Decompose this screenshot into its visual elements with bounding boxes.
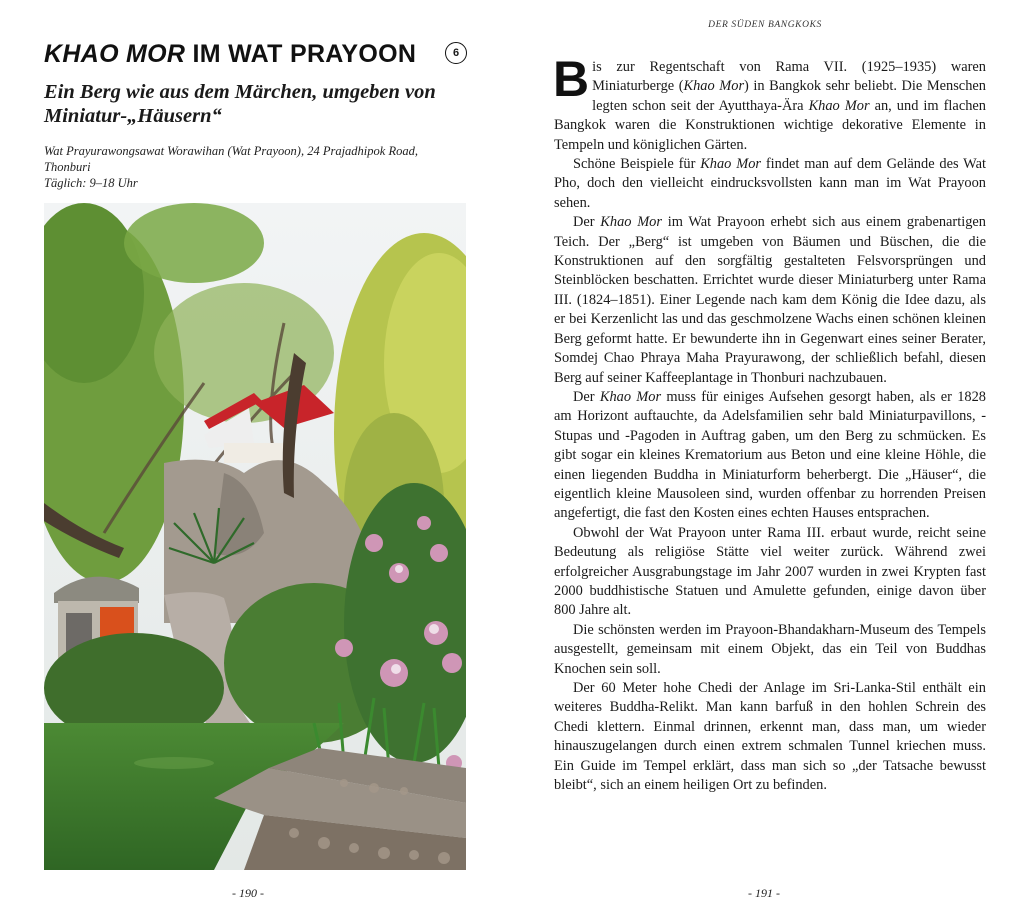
italic-term: Khao Mor <box>683 78 745 95</box>
italic-term: Khao Mor <box>600 214 662 231</box>
drop-cap: B <box>553 51 590 107</box>
text-run: Obwohl der Wat Prayoon unter Rama III. erbaut wurde, reicht seine Bedeutung als religiöse Stätte viel weiter zurück. Während zwei erfolgreicher Ausgrabungstage im Jahr 2007 wurden in zwei Krypten fast 2000 buddhistische Statuen und Amulette gefunden, einige davon über 800 Jahre alt. <box>554 524 986 619</box>
text-run: Die schönsten werden im Prayoon-Bhandakharn-Museum des Tempels ausgestellt, gemeinsam mit einem Objekt, das ein Teil von Buddhas Knochen sein soll. <box>554 621 986 677</box>
text-run: Der <box>573 214 601 231</box>
paragraph <box>554 388 986 524</box>
running-header: DER SÜDEN BANGKOKS <box>708 20 822 30</box>
photo-illustration <box>44 203 466 870</box>
text-run: Schöne Beispiele für <box>573 156 701 173</box>
paragraph <box>554 213 986 388</box>
location-number-badge: 6 <box>445 42 467 64</box>
title-row <box>44 40 469 74</box>
opening-hours: Täglich: 9–18 Uhr <box>44 176 138 190</box>
italic-term: Khao Mor <box>808 97 870 114</box>
address-line-2: Thonburi <box>44 160 91 174</box>
paragraph <box>553 51 986 155</box>
italic-term: Khao Mor <box>599 388 662 405</box>
address-line-1: Wat Prayurawongsawat Worawihan (Wat Prayoon), 24 Prajadhipok Road, <box>44 144 418 158</box>
temple-garden-photo <box>44 203 466 870</box>
location-info <box>44 143 464 191</box>
text-run: Der <box>573 388 600 405</box>
text-run: im Wat Prayoon erhebt sich aus einem grabenartigen Teich. Der „Berg“ ist umgeben von Bäumen und Büschen, die die Konstruktionen auf den sorgfältig gestalteten Felsvorsprüngen und Steinblöcken beschatten. Errichtet wurde dieser Miniaturberg unter Rama III. (1824–1851). Einer Legende nach kam dem König die Idee dazu, als er bei Kerzenlicht las und das geschmolzene Wachs einen schönen kleinen Berg geformt hatte. Er bewunderte ihn in Gegenwart eines seiner Berater, Somdej Chao Phraya Maha Prayurawong, der schließlich befahl, diesen Berg auf seiner Kaffeeplantage in Thonburi nachzubauen. <box>554 214 986 386</box>
page-title <box>44 40 469 69</box>
page-number-right: - 191 - <box>748 886 780 900</box>
paragraph <box>554 524 986 621</box>
text-run: Der 60 Meter hohe Chedi der Anlage im Sri-Lanka-Stil enthält ein weiteres Buddha-Relikt. Man kann barfuß in den hohlen Schrein des Chedi klettern. Einmal drinnen, erkennt man, dass man, um wieder hinauszugelangen durch einen extrem schmalen Tunnel kriechen muss. Ein Guide im Tempel erklärt, dass man sich so „der Tatsache bewusst bleibt“, sich an einem heiligen Ort zu befinden. <box>554 680 986 794</box>
italic-term: Khao Mor <box>700 156 761 173</box>
paragraph <box>554 155 986 213</box>
text-run: is zur Regentschaft von Rama VII. (1925–1935) waren Miniaturberge ( <box>592 59 986 95</box>
title-rest: IM WAT PRAYOON <box>185 40 417 68</box>
text-run: ) in Bangkok sehr beliebt. Die Menschen legten schon seit der Ayutthaya-Ära <box>592 78 986 114</box>
subtitle: Ein Berg wie aus dem Märchen, umgeben von Miniatur-„Häusern“ <box>44 81 436 127</box>
text-run: an, und im flachen Bangkok waren die Konstruktionen wichtige dekorative Elemente in Tempeln und königlichen Gärten. <box>554 97 986 153</box>
title-italic-part: KHAO MOR <box>44 40 186 68</box>
paragraph <box>554 679 986 795</box>
page-number-left: - 190 - <box>232 886 264 900</box>
right-page <box>510 0 1020 923</box>
text-run: findet man auf dem Gelände des Wat Pho, doch den vielleicht eindrucksvollsten kann man im Wat Prayoon sehen. <box>554 156 986 211</box>
article-body <box>553 51 986 795</box>
text-run: muss für einiges Aufsehen gesorgt haben, als er 1828 am Horizont auftauchte, da Adelsfamilien sehr bald Miniaturpavillons, -Stupas und -Pagoden in Auftrag gaben, um den Berg zu schmücken. Es gibt sogar ein kleines Krematorium aus Beton und eine kleine Höhle, die einen liegenden Buddha in Miniaturform beherbergt. Die „Häuser“, die eigentlich kleine Mausoleen sind, wurden offenbar zu horrenden Preisen angefertigt, die fast den Kosten eines echten Hauses entsprachen. <box>554 388 986 522</box>
paragraph <box>554 621 986 679</box>
